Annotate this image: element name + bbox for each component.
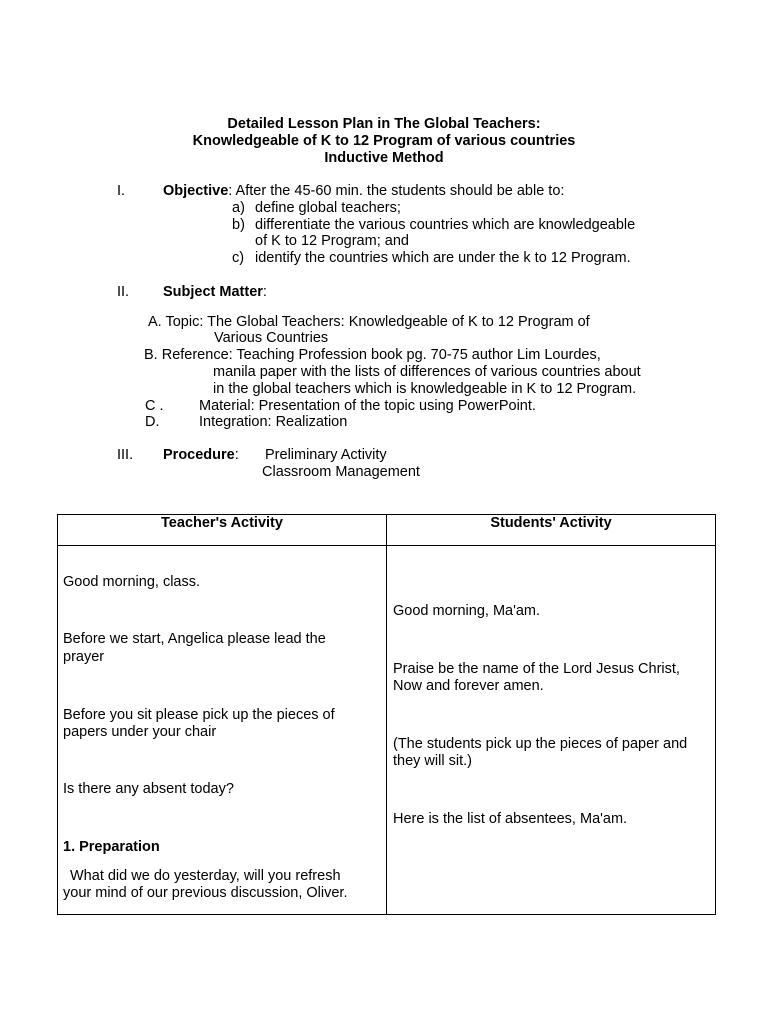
- subject-matter-numeral: II.: [117, 284, 130, 300]
- teacher-line-papers-1: Before you sit please pick up the pieces of: [63, 707, 335, 723]
- objective-label: Objective: [163, 183, 229, 199]
- objective-heading: [163, 183, 564, 200]
- procedure-numeral: III.: [117, 447, 134, 463]
- teacher-line-preparation: 1. Preparation: [63, 839, 160, 855]
- objective-item-letter-b: b): [232, 217, 245, 233]
- teacher-line-refresh-2: your mind of our previous discussion, Oliver.: [63, 885, 348, 901]
- procedure-line-1: Preliminary Activity: [265, 447, 387, 463]
- topic-line-1: A. Topic: The Global Teachers: Knowledgeable of K to 12 Program of: [148, 314, 590, 330]
- subject-matter-colon: :: [262, 284, 267, 300]
- integration-letter: D.: [145, 414, 160, 430]
- table-header-divider: [58, 545, 715, 546]
- student-line-prayer-1: Praise be the name of the Lord Jesus Christ,: [393, 661, 680, 677]
- doc-title-line-3: Inductive Method: [324, 150, 444, 166]
- activity-table: [57, 514, 716, 915]
- material-letter: C .: [145, 398, 164, 414]
- objective-item-c: identify the countries which are under the k to 12 Program.: [255, 250, 631, 266]
- objective-item-letter-a: a): [232, 200, 245, 216]
- reference-line-3: in the global teachers which is knowledgeable in K to 12 Program.: [213, 381, 637, 397]
- procedure-label: Procedure: [163, 447, 235, 463]
- table-column-divider: [386, 515, 387, 914]
- objective-numeral: I.: [117, 183, 126, 199]
- teacher-line-absent: Is there any absent today?: [63, 781, 234, 797]
- students-activity-header: Students' Activity: [490, 515, 612, 531]
- teacher-line-greeting: Good morning, class.: [63, 574, 201, 590]
- objective-item-b: differentiate the various countries which are knowledgeable: [255, 217, 636, 233]
- objective-item-letter-c: c): [232, 250, 245, 266]
- integration-text: Integration: Realization: [199, 414, 348, 430]
- reference-line-1: B. Reference: Teaching Profession book pg. 70-75 author Lim Lourdes,: [144, 347, 601, 363]
- material-text: Material: Presentation of the topic using PowerPoint.: [199, 398, 536, 414]
- procedure-heading: [163, 447, 239, 464]
- procedure-colon: :: [234, 447, 239, 463]
- student-line-absentees: Here is the list of absentees, Ma'am.: [393, 811, 628, 827]
- objective-item-b-cont: of K to 12 Program; and: [255, 233, 409, 249]
- student-line-greeting: Good morning, Ma'am.: [393, 603, 541, 619]
- subject-matter-heading: [163, 284, 267, 301]
- student-line-prayer-2: Now and forever amen.: [393, 678, 544, 694]
- topic-line-2: Various Countries: [214, 330, 329, 346]
- teacher-line-prayer-1: Before we start, Angelica please lead the: [63, 631, 326, 647]
- objective-text: : After the 45-60 min. the students should be able to:: [228, 183, 565, 199]
- student-line-papers-2: they will sit.): [393, 753, 472, 769]
- subject-matter-label: Subject Matter: [163, 284, 263, 300]
- procedure-line-2: Classroom Management: [262, 464, 420, 480]
- teacher-line-refresh-1: What did we do yesterday, will you refresh: [70, 868, 341, 884]
- reference-line-2: manila paper with the lists of differences of various countries about: [213, 364, 641, 380]
- teacher-line-prayer-2: prayer: [63, 649, 105, 665]
- teacher-activity-header: Teacher's Activity: [161, 515, 283, 531]
- doc-title-line-1: Detailed Lesson Plan in The Global Teachers:: [227, 116, 541, 132]
- doc-title-line-2: Knowledgeable of K to 12 Program of various countries: [192, 133, 576, 149]
- teacher-line-papers-2: papers under your chair: [63, 724, 217, 740]
- objective-item-a: define global teachers;: [255, 200, 401, 216]
- student-line-papers-1: (The students pick up the pieces of paper and: [393, 736, 688, 752]
